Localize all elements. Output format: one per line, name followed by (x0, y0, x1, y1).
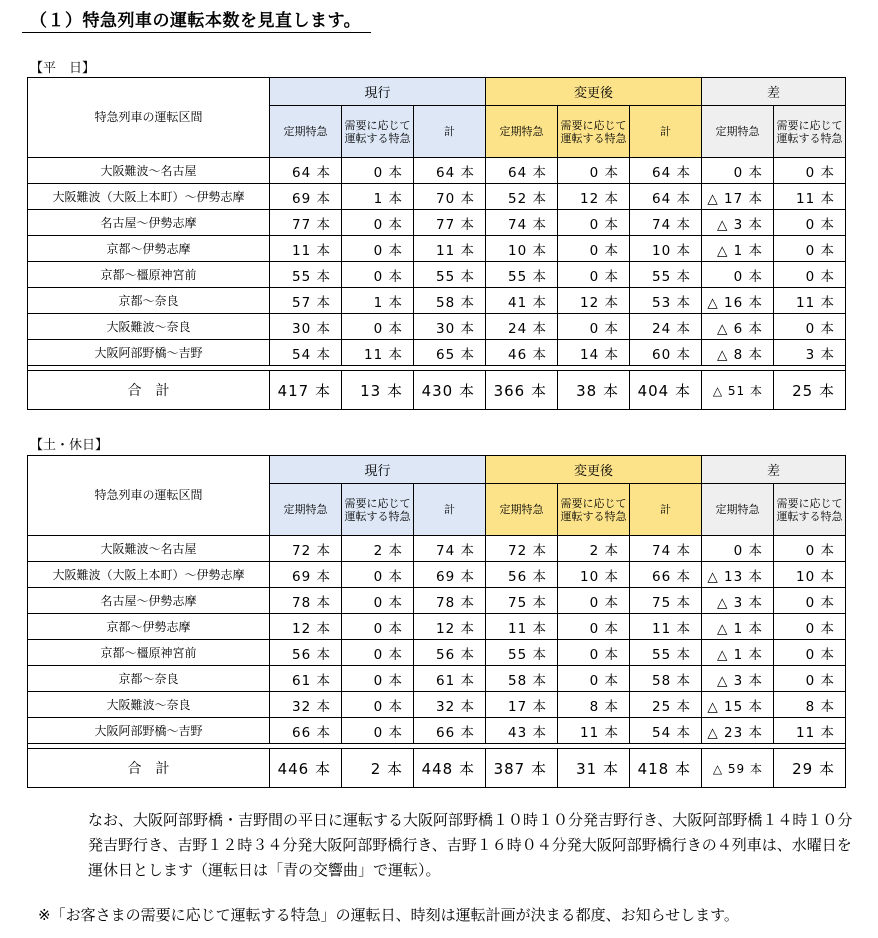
count-cell: 74 本 (630, 536, 702, 562)
count-cell: 0 本 (342, 588, 414, 614)
total-cell: 13 本 (342, 371, 414, 410)
count-cell: 74 本 (486, 210, 558, 236)
total-cell: 446 本 (270, 749, 342, 788)
count-cell: 78 本 (414, 588, 486, 614)
route-name: 京都～奈良 (28, 288, 270, 314)
count-cell: 72 本 (270, 536, 342, 562)
count-cell: △ 3 本 (702, 666, 774, 692)
count-cell: 25 本 (630, 692, 702, 718)
count-cell: 64 本 (486, 158, 558, 184)
count-cell: △ 1 本 (702, 236, 774, 262)
count-cell: 0 本 (558, 640, 630, 666)
route-name: 大阪阿部野橋～吉野 (28, 340, 270, 366)
count-cell: △ 3 本 (702, 210, 774, 236)
count-cell: 58 本 (414, 288, 486, 314)
count-cell: 0 本 (774, 536, 846, 562)
table-row (28, 562, 846, 588)
count-cell: 11 本 (774, 288, 846, 314)
count-cell: 10 本 (486, 236, 558, 262)
count-cell: 12 本 (270, 614, 342, 640)
count-cell: 55 本 (486, 262, 558, 288)
table-row (28, 158, 846, 184)
count-cell: 0 本 (774, 210, 846, 236)
count-cell: 0 本 (774, 158, 846, 184)
count-cell: 11 本 (486, 614, 558, 640)
count-cell: 58 本 (630, 666, 702, 692)
count-cell: 32 本 (270, 692, 342, 718)
count-cell: △ 1 本 (702, 640, 774, 666)
count-cell: 10 本 (774, 562, 846, 588)
count-cell: 69 本 (270, 184, 342, 210)
count-cell: 14 本 (558, 340, 630, 366)
route-name: 大阪難波～名古屋 (28, 158, 270, 184)
total-cell: 418 本 (630, 749, 702, 788)
count-cell: △ 15 本 (702, 692, 774, 718)
count-cell: 69 本 (270, 562, 342, 588)
count-cell: 24 本 (630, 314, 702, 340)
column-header: 需要に応じて運転する特急 (558, 484, 630, 536)
count-cell: 11 本 (774, 184, 846, 210)
route-name: 大阪難波～奈良 (28, 692, 270, 718)
count-cell: 10 本 (630, 236, 702, 262)
count-cell: 70 本 (414, 184, 486, 210)
holiday-label: 【土・休日】 (30, 438, 109, 453)
footnote: ※「お客さまの需要に応じて運転する特急」の運転日、時刻は運転計画が決まる都度、お知らせします。 (38, 906, 739, 924)
count-cell: 56 本 (270, 640, 342, 666)
count-cell: 0 本 (558, 588, 630, 614)
count-cell: 10 本 (558, 562, 630, 588)
count-cell: 55 本 (270, 262, 342, 288)
count-cell: 0 本 (342, 236, 414, 262)
table-row (28, 614, 846, 640)
count-cell: 0 本 (558, 210, 630, 236)
count-cell: 0 本 (774, 614, 846, 640)
column-header: 定期特急 (702, 484, 774, 536)
total-cell: △ 51 本 (702, 371, 774, 410)
table-row (28, 666, 846, 692)
total-cell: 25 本 (774, 371, 846, 410)
count-cell: △ 8 本 (702, 340, 774, 366)
count-cell: 30 本 (270, 314, 342, 340)
count-cell: 61 本 (414, 666, 486, 692)
table-row (28, 184, 846, 210)
count-cell: △ 16 本 (702, 288, 774, 314)
column-header: 定期特急 (270, 106, 342, 158)
count-cell: 54 本 (630, 718, 702, 744)
weekday-table (27, 77, 846, 410)
route-name: 京都～伊勢志摩 (28, 236, 270, 262)
count-cell: 2 本 (558, 536, 630, 562)
count-cell: 0 本 (558, 666, 630, 692)
count-cell: 1 本 (342, 184, 414, 210)
route-name: 名古屋～伊勢志摩 (28, 588, 270, 614)
count-cell: 0 本 (342, 666, 414, 692)
total-cell: 448 本 (414, 749, 486, 788)
count-cell: 8 本 (558, 692, 630, 718)
count-cell: 66 本 (414, 718, 486, 744)
count-cell: 0 本 (342, 262, 414, 288)
count-cell: 0 本 (558, 262, 630, 288)
count-cell: 41 本 (486, 288, 558, 314)
count-cell: 43 本 (486, 718, 558, 744)
table-row (28, 536, 846, 562)
count-cell: 61 本 (270, 666, 342, 692)
count-cell: 56 本 (486, 562, 558, 588)
column-header: 計 (414, 484, 486, 536)
route-name: 大阪難波（大阪上本町）～伊勢志摩 (28, 184, 270, 210)
table-row (28, 588, 846, 614)
count-cell: 0 本 (774, 640, 846, 666)
total-cell: 404 本 (630, 371, 702, 410)
count-cell: 55 本 (630, 262, 702, 288)
count-cell: 11 本 (630, 614, 702, 640)
count-cell: 0 本 (702, 536, 774, 562)
route-name: 京都～奈良 (28, 666, 270, 692)
count-cell: 0 本 (558, 314, 630, 340)
total-cell: 31 本 (558, 749, 630, 788)
table-row (28, 640, 846, 666)
weekday-label: 【平 日】 (30, 61, 96, 76)
column-header: 需要に応じて運転する特急 (342, 106, 414, 158)
count-cell: 0 本 (342, 562, 414, 588)
count-cell: 12 本 (558, 288, 630, 314)
column-header: 需要に応じて運転する特急 (774, 106, 846, 158)
column-header: 定期特急 (486, 106, 558, 158)
count-cell: 0 本 (558, 158, 630, 184)
count-cell: △ 23 本 (702, 718, 774, 744)
count-cell: 17 本 (486, 692, 558, 718)
count-cell: 24 本 (486, 314, 558, 340)
count-cell: 58 本 (486, 666, 558, 692)
column-header: 定期特急 (702, 106, 774, 158)
count-cell: 77 本 (270, 210, 342, 236)
count-cell: 11 本 (558, 718, 630, 744)
count-cell: 53 本 (630, 288, 702, 314)
column-header: 計 (414, 106, 486, 158)
count-cell: 78 本 (270, 588, 342, 614)
total-label: 合計 (28, 371, 270, 410)
count-cell: 0 本 (774, 236, 846, 262)
count-cell: 0 本 (774, 314, 846, 340)
count-cell: 0 本 (702, 158, 774, 184)
group-diff-header: 差 (702, 456, 846, 484)
route-name: 大阪難波～名古屋 (28, 536, 270, 562)
count-cell: 0 本 (774, 588, 846, 614)
count-cell: 0 本 (702, 262, 774, 288)
count-cell: 55 本 (630, 640, 702, 666)
group-current-header: 現行 (270, 456, 486, 484)
operation-note: なお、大阪阿部野橋・吉野間の平日に運転する大阪阿部野橋１０時１０分発吉野行き、大阪阿部野橋１４時１０分発吉野行き、吉野１２時３４分発大阪阿部野橋行き、吉野１６時０４分発大阪阿部野橋行きの４列車は、水曜日を運休日とします（運転日は「青の交響曲」で運転）。 (88, 811, 853, 879)
count-cell: △ 17 本 (702, 184, 774, 210)
count-cell: 12 本 (558, 184, 630, 210)
count-cell: 52 本 (486, 184, 558, 210)
count-cell: 60 本 (630, 340, 702, 366)
count-cell: 0 本 (342, 158, 414, 184)
total-cell: 387 本 (486, 749, 558, 788)
table-row (28, 262, 846, 288)
count-cell: 32 本 (414, 692, 486, 718)
table-row (28, 692, 846, 718)
count-cell: 46 本 (486, 340, 558, 366)
count-cell: 64 本 (270, 158, 342, 184)
total-row (28, 749, 846, 788)
count-cell: 65 本 (414, 340, 486, 366)
count-cell: 30 本 (414, 314, 486, 340)
count-cell: 57 本 (270, 288, 342, 314)
route-name: 大阪難波（大阪上本町）～伊勢志摩 (28, 562, 270, 588)
count-cell: 55 本 (486, 640, 558, 666)
count-cell: 69 本 (414, 562, 486, 588)
table-row (28, 340, 846, 366)
count-cell: 0 本 (558, 236, 630, 262)
count-cell: 56 本 (414, 640, 486, 666)
page-title: （１）特急列車の運転本数を見直します。 (22, 6, 371, 33)
total-cell: 430 本 (414, 371, 486, 410)
count-cell: 64 本 (630, 158, 702, 184)
section-header: 特急列車の運転区間 (28, 78, 270, 158)
count-cell: 8 本 (774, 692, 846, 718)
route-name: 京都～橿原神宮前 (28, 640, 270, 666)
count-cell: 75 本 (630, 588, 702, 614)
total-cell: 366 本 (486, 371, 558, 410)
table-row (28, 210, 846, 236)
count-cell: △ 1 本 (702, 614, 774, 640)
total-cell: 417 本 (270, 371, 342, 410)
column-header: 計 (630, 484, 702, 536)
column-header: 需要に応じて運転する特急 (558, 106, 630, 158)
count-cell: 0 本 (774, 666, 846, 692)
count-cell: 0 本 (342, 692, 414, 718)
count-cell: 0 本 (342, 210, 414, 236)
count-cell: 3 本 (774, 340, 846, 366)
table-row (28, 314, 846, 340)
count-cell: 75 本 (486, 588, 558, 614)
count-cell: 66 本 (270, 718, 342, 744)
total-cell: △ 59 本 (702, 749, 774, 788)
route-name: 京都～橿原神宮前 (28, 262, 270, 288)
total-cell: 29 本 (774, 749, 846, 788)
count-cell: △ 13 本 (702, 562, 774, 588)
column-header: 計 (630, 106, 702, 158)
count-cell: 64 本 (630, 184, 702, 210)
section-header: 特急列車の運転区間 (28, 456, 270, 536)
count-cell: 77 本 (414, 210, 486, 236)
column-header: 需要に応じて運転する特急 (774, 484, 846, 536)
count-cell: 11 本 (342, 340, 414, 366)
count-cell: 1 本 (342, 288, 414, 314)
count-cell: 0 本 (558, 614, 630, 640)
count-cell: 55 本 (414, 262, 486, 288)
holiday-table (27, 455, 846, 788)
count-cell: 0 本 (342, 640, 414, 666)
count-cell: 0 本 (342, 314, 414, 340)
route-name: 大阪阿部野橋～吉野 (28, 718, 270, 744)
count-cell: 0 本 (342, 614, 414, 640)
total-cell: 38 本 (558, 371, 630, 410)
count-cell: △ 3 本 (702, 588, 774, 614)
count-cell: 74 本 (630, 210, 702, 236)
table-row (28, 718, 846, 744)
count-cell: 0 本 (774, 262, 846, 288)
table-row (28, 288, 846, 314)
route-name: 名古屋～伊勢志摩 (28, 210, 270, 236)
total-cell: 2 本 (342, 749, 414, 788)
count-cell: 74 本 (414, 536, 486, 562)
count-cell: 72 本 (486, 536, 558, 562)
route-name: 京都～伊勢志摩 (28, 614, 270, 640)
count-cell: 12 本 (414, 614, 486, 640)
route-name: 大阪難波～奈良 (28, 314, 270, 340)
count-cell: △ 6 本 (702, 314, 774, 340)
column-header: 定期特急 (486, 484, 558, 536)
count-cell: 64 本 (414, 158, 486, 184)
table-row (28, 236, 846, 262)
count-cell: 66 本 (630, 562, 702, 588)
count-cell: 54 本 (270, 340, 342, 366)
group-changed-header: 変更後 (486, 78, 702, 106)
count-cell: 11 本 (414, 236, 486, 262)
count-cell: 0 本 (342, 718, 414, 744)
group-changed-header: 変更後 (486, 456, 702, 484)
total-label: 合計 (28, 749, 270, 788)
column-header: 需要に応じて運転する特急 (342, 484, 414, 536)
column-header: 定期特急 (270, 484, 342, 536)
total-row (28, 371, 846, 410)
group-diff-header: 差 (702, 78, 846, 106)
count-cell: 11 本 (270, 236, 342, 262)
count-cell: 11 本 (774, 718, 846, 744)
group-current-header: 現行 (270, 78, 486, 106)
count-cell: 2 本 (342, 536, 414, 562)
